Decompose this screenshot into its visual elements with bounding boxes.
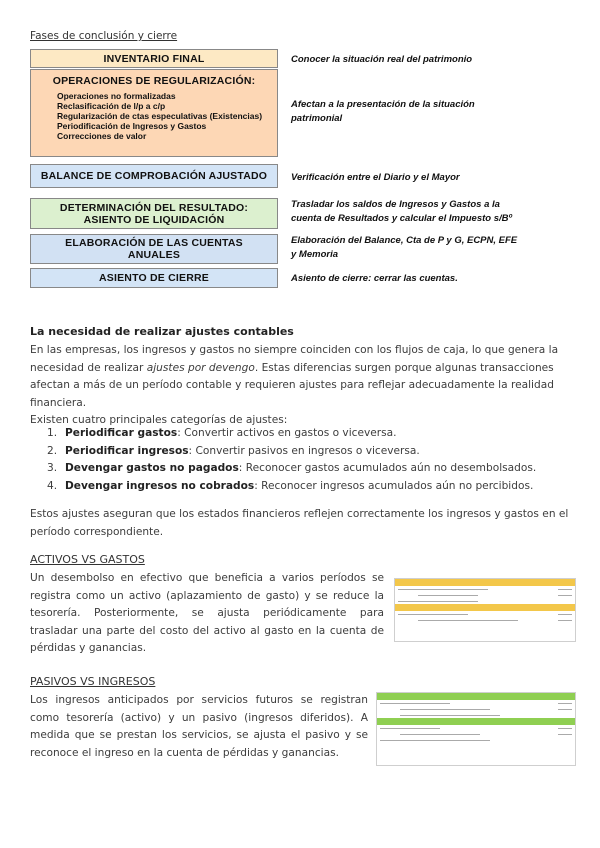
- regularizacion-list: [31, 91, 262, 141]
- adjustments-list: [47, 425, 567, 495]
- box-inventario-final: [30, 49, 278, 68]
- list-item: [47, 443, 567, 461]
- ledger-header: [395, 579, 575, 586]
- box-cierre-title: ASIENTO DE CIERRE: [99, 272, 209, 284]
- paragraph-necesidad: [30, 342, 574, 430]
- box-balance-comprobacion: [30, 164, 278, 188]
- box-regularizacion-title: OPERACIONES DE REGULARIZACIÓN:: [52, 75, 256, 87]
- box-inventario-title: INVENTARIO FINAL: [103, 52, 205, 65]
- box-determinacion-title1: DETERMINACIÓN DEL RESULTADO:: [59, 201, 249, 214]
- desc-elaboracion-line2: y Memoria: [291, 249, 338, 260]
- list-item-text: : Convertir pasivos en ingresos o viceversa.: [188, 444, 420, 457]
- box-asiento-cierre: [30, 268, 278, 288]
- regularizacion-item: Correcciones de valor: [57, 131, 147, 141]
- list-item: [47, 425, 567, 443]
- desc-determinacion-line2: cuenta de Resultados y calcular el Impuesto s/Bº: [291, 213, 512, 224]
- desc-determinacion-line1: Trasladar los saldos de Ingresos y Gastos a la: [291, 199, 500, 210]
- desc-regularizacion-line1: Afectan a la presentación de la situación: [291, 99, 475, 110]
- necesidad-p1-part1: En las empresas, los ingresos y gastos no siempre coinciden con los flujos de caja, lo que genera la necesidad de realizar: [30, 344, 559, 374]
- box-balance-title: BALANCE DE COMPROBACIÓN AJUSTADO: [40, 170, 268, 182]
- desc-regularizacion-line2: patrimonial: [291, 113, 343, 124]
- box-determinacion-resultado: [30, 198, 278, 229]
- list-item-text: : Reconocer gastos acumulados aún no desembolsados.: [238, 462, 537, 474]
- box-elaboracion-cuentas: [30, 234, 278, 264]
- desc-determinacion: [291, 198, 512, 226]
- regularizacion-item: Operaciones no formalizadas: [57, 91, 176, 101]
- paragraph-pasivos: Los ingresos anticipados por servicios futuros se registran como tesorería (activo) y un pasivo (ingresos diferidos). A medida que se prestan los servicios, se ajusta el pasivo y se reconoce el ingreso en la cuenta de pérdidas y ganancias.: [30, 694, 368, 759]
- ledger-header: [395, 604, 575, 611]
- list-item-bold: Devengar gastos no pagados: [65, 462, 239, 474]
- desc-cierre: Asiento de cierre: cerrar las cuentas.: [291, 273, 458, 284]
- ledger-image-pasivos: [376, 692, 576, 766]
- list-item: [47, 478, 567, 496]
- desc-elaboracion: [291, 234, 517, 262]
- box-elaboracion-title2: ANUALES: [127, 249, 181, 261]
- paragraph-activos: Un desembolso en efectivo que beneficia a varios períodos se registra como un activo (aplazamiento de gasto) y se reduce la tesorería. Posteriormente, se ajusta periódicamente para trasladar una parte del costo del activo al gasto en la cuenta de pérdidas y ganancias.: [30, 572, 384, 654]
- regularizacion-item: Reclasificación de l/p a c/p: [57, 101, 166, 111]
- heading-activos-gastos: ACTIVOS VS GASTOS: [30, 553, 145, 566]
- list-item-number: 1.: [47, 427, 58, 439]
- desc-elaboracion-line1: Elaboración del Balance, Cta de P y G, ECPN, EFE: [291, 235, 518, 246]
- ledger-row: [395, 617, 575, 623]
- list-item-number: 3.: [47, 462, 58, 474]
- list-item-text: : Reconocer ingresos acumulados aún no percibidos.: [254, 479, 534, 492]
- paragraph-conclusion: Estos ajustes aseguran que los estados financieros reflejen correctamente los ingresos y gastos en el período correspondiente.: [30, 508, 569, 538]
- ledger-header: [377, 693, 575, 700]
- list-item-number: 4.: [47, 479, 58, 492]
- heading-necesidad: La necesidad de realizar ajustes contables: [30, 325, 294, 338]
- box-determinacion-title2: ASIENTO DE LIQUIDACIÓN: [83, 213, 225, 226]
- list-item: [47, 460, 567, 478]
- box-operaciones-regularizacion: [30, 69, 278, 157]
- list-item-bold: Devengar ingresos no cobrados: [65, 479, 255, 492]
- list-item-bold: Periodificar ingresos: [65, 444, 189, 457]
- necesidad-p1-part2: . Estas diferencias surgen porque algunas transacciones afectan a más de un período contable y requieren ajustes para reflejar adecuadamente la realidad financiera.: [30, 361, 554, 409]
- regularizacion-item: Periodificación de Ingresos y Gastos: [57, 121, 207, 131]
- necesidad-p2: Existen cuatro principales categorías de ajustes:: [30, 414, 288, 426]
- regularizacion-item: Regularización de ctas especulativas (Existencias): [57, 111, 263, 121]
- desc-balance: Verificación entre el Diario y el Mayor: [291, 172, 460, 183]
- desc-inventario: Conocer la situación real del patrimonio: [291, 54, 473, 65]
- list-item-text: : Convertir activos en gastos o viceversa.: [177, 427, 397, 439]
- section-link-fases[interactable]: Fases de conclusión y cierre: [30, 30, 178, 42]
- necesidad-p1-italic: ajustes por devengo: [146, 361, 255, 374]
- ledger-header: [377, 718, 575, 725]
- ledger-image-activos: [394, 578, 576, 642]
- ledger-row: [377, 737, 575, 743]
- list-item-number: 2.: [47, 444, 58, 457]
- desc-regularizacion: [291, 98, 475, 126]
- list-item-bold: Periodificar gastos: [65, 427, 178, 439]
- box-elaboracion-title1: ELABORACIÓN DE LAS CUENTAS: [65, 237, 243, 249]
- heading-pasivos-ingresos: PASIVOS VS INGRESOS: [30, 675, 156, 688]
